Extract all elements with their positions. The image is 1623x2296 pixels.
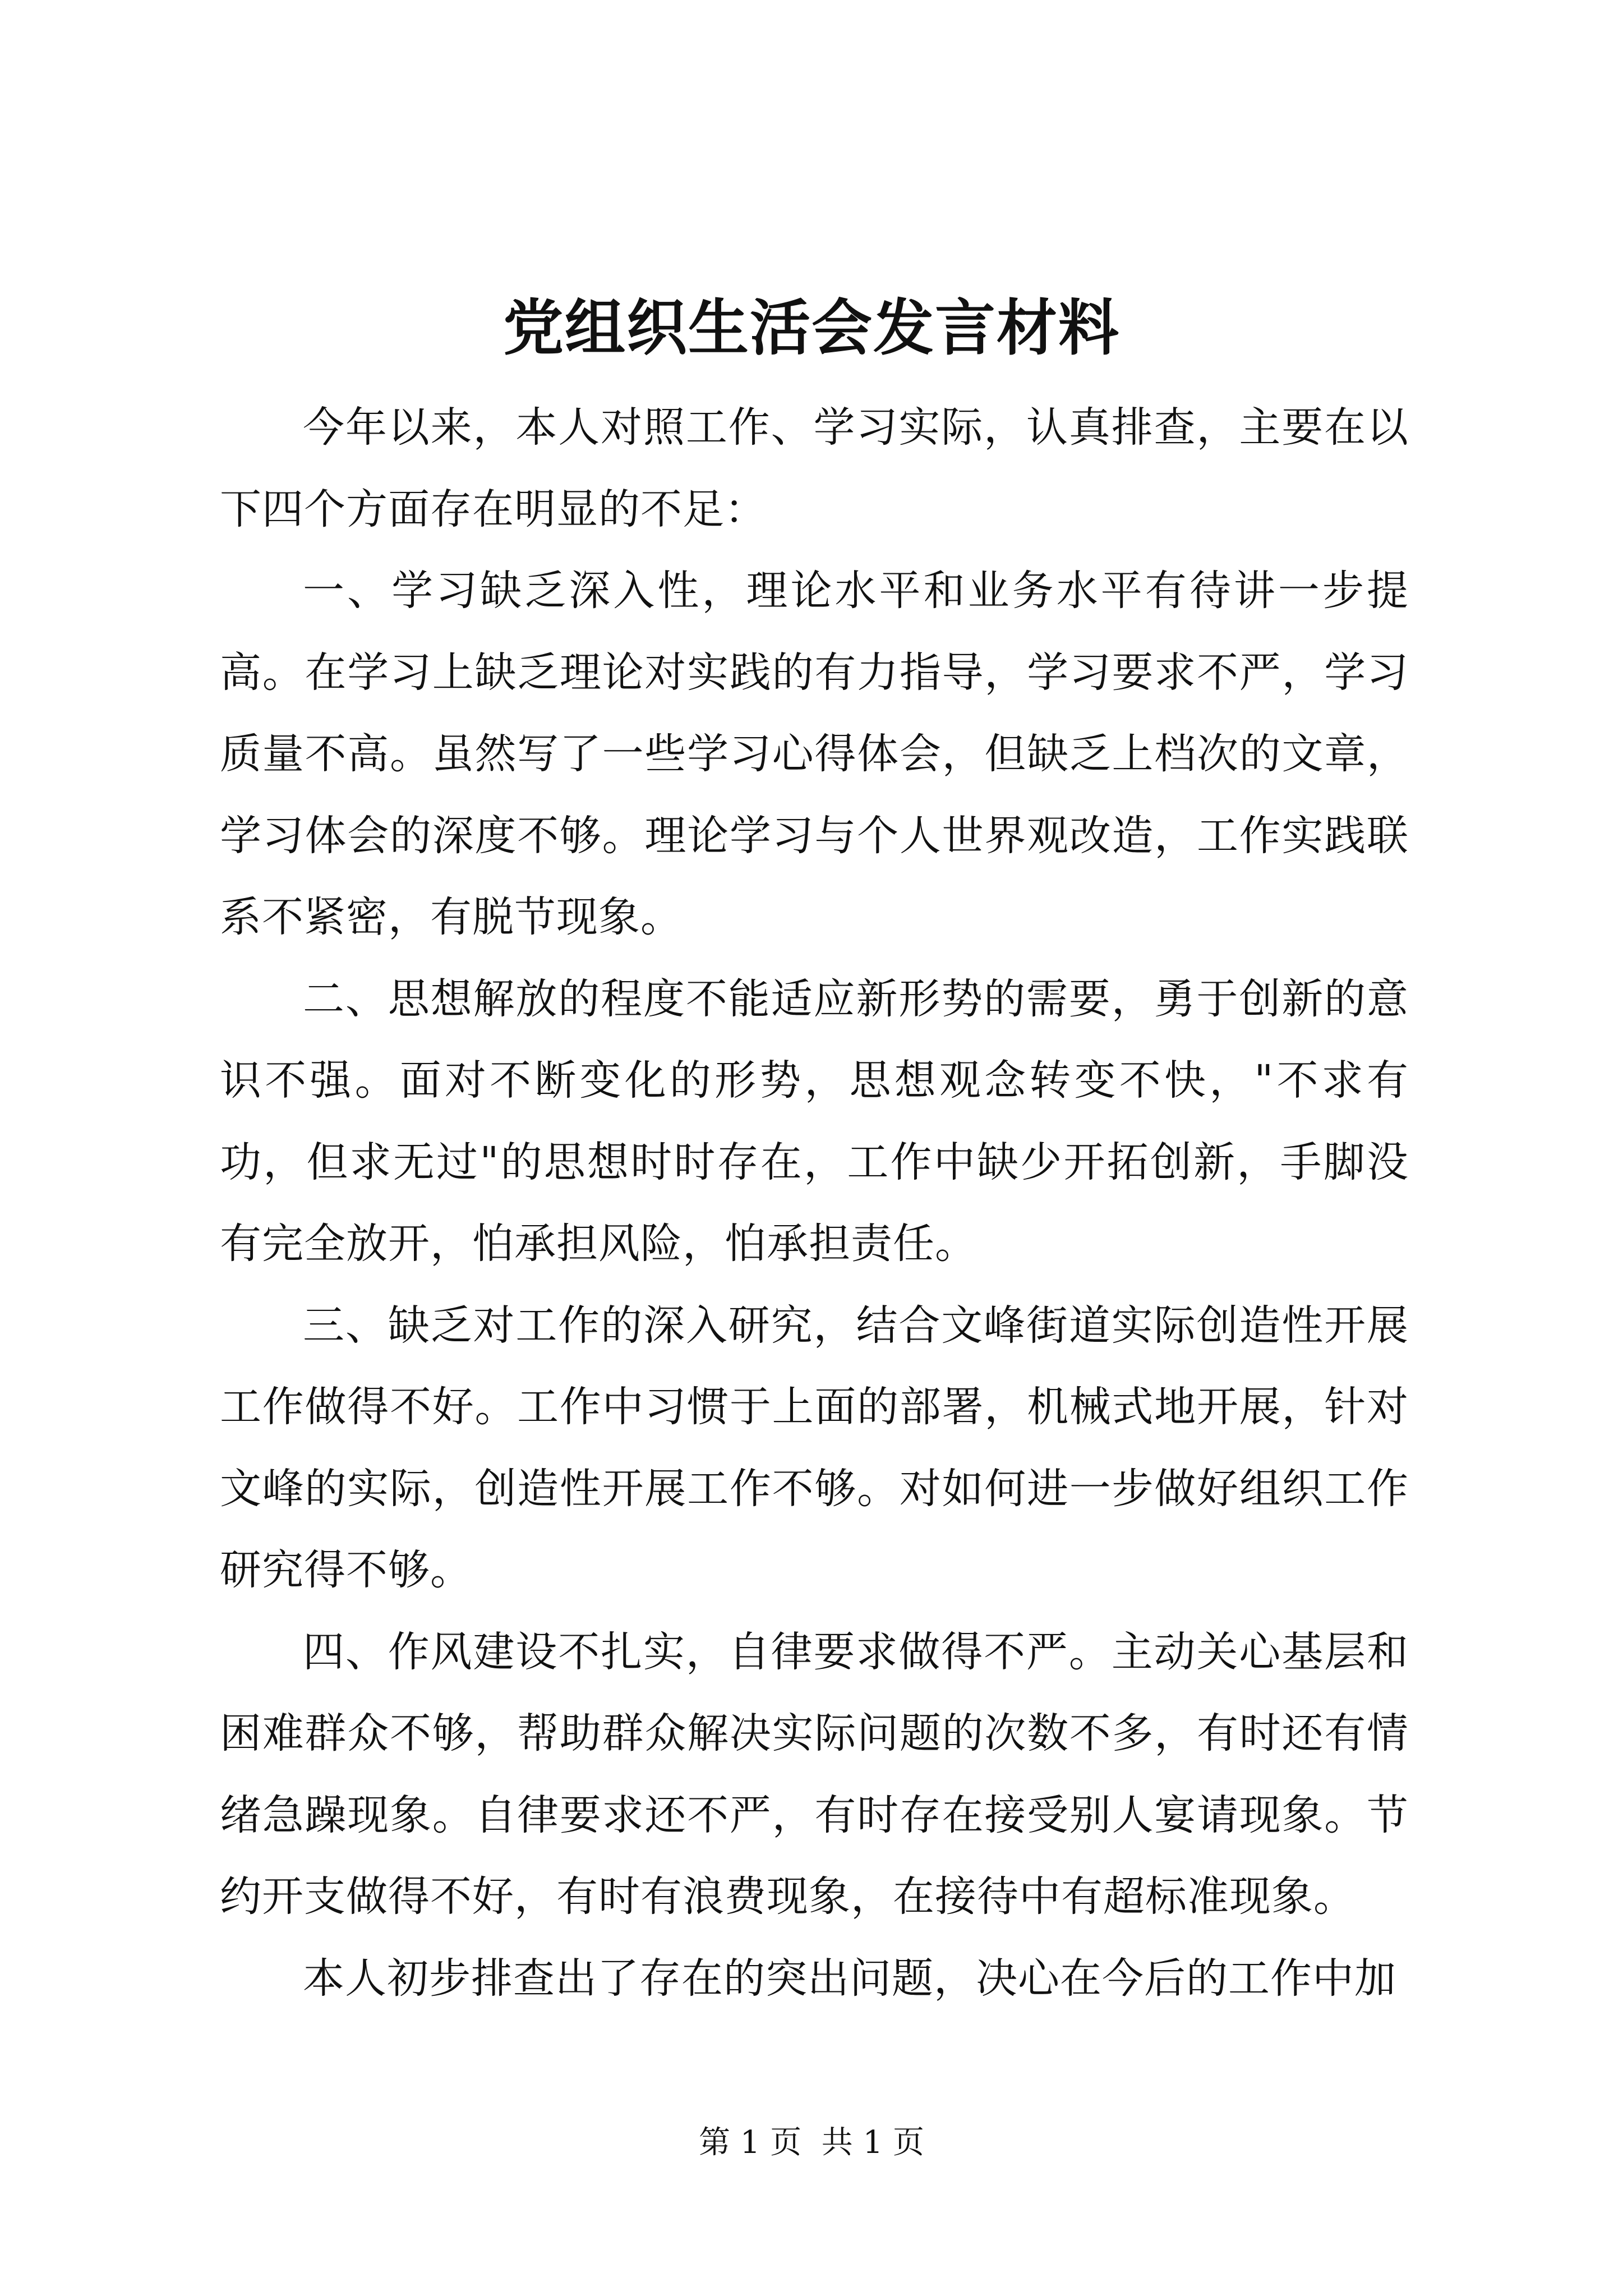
paragraph-conclusion: 本人初步排查出了存在的突出问题，决心在今后的工作中加 — [303, 1954, 1396, 2003]
paragraph-point-1: 一、学习缺乏深入性，理论水平和业务水平有待讲一步提高。在学习上缺乏理论对实践的有力指导，学习要求不严，学习质量不高。虽然写了一些学习心得体会，但缺乏上档次的文章，学习体会的深度不够。理论学习与个人世界观改造，工作实践联系不紧密，有脱节现象。 — [220, 567, 1409, 941]
document-body — [220, 387, 1409, 2019]
page-footer — [0, 2120, 1623, 2165]
page-number-label: 第 1 页 共 1 页 — [698, 2124, 925, 2161]
document-title: 党组织生活会发言材料 — [502, 293, 1120, 364]
paragraph-point-4: 四、作风建设不扎实，自律要求做得不严。主动关心基层和困难群众不够，帮助群众解决实际问题的次数不多，有时还有情绪急躁现象。自律要求还不严，有时存在接受别人宴请现象。节约开支做得不好，有时有浪费现象，在接待中有超标准现象。 — [220, 1627, 1409, 1921]
paragraph-intro: 今年以来，本人对照工作、学习实际，认真排查，主要在以下四个方面存在明显的不足： — [220, 403, 1409, 533]
paragraph-point-3: 三、缺乏对工作的深入研究，结合文峰街道实际创造性开展工作做得不好。工作中习惯于上面的部署，机械式地开展，针对文峰的实际，创造性开展工作不够。对如何进一步做好组织工作研究得不够。 — [220, 1301, 1409, 1594]
paragraph-point-2: 二、思想解放的程度不能适应新形势的需要，勇于创新的意识不强。面对不断变化的形势，思想观念转变不快，"不求有功，但求无过"的思想时时存在，工作中缺少开拓创新，手脚没有完全放开，怕承担风险，怕承担责任。 — [220, 974, 1409, 1268]
